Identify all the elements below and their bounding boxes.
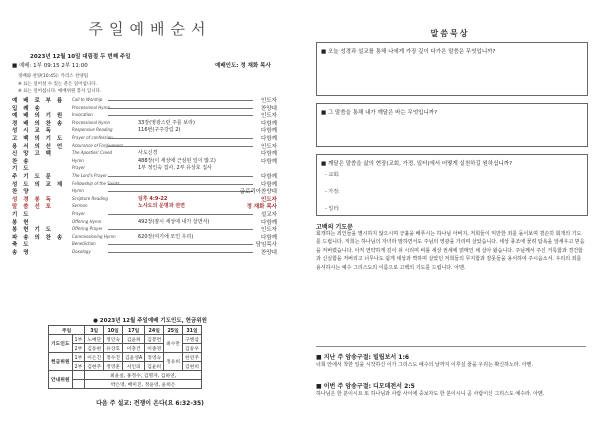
order-item-name: 고 백 의 기 도 — [12, 135, 65, 142]
order-item-leader: 설교자 — [261, 211, 277, 218]
duty-cell: 정영훈 — [104, 362, 123, 371]
duty-cell: 김현희 — [183, 362, 202, 371]
worship-order-list — [12, 96, 277, 255]
order-item-english: Fellowship of the Saints — [72, 180, 120, 186]
order-item-content: 116번(구주강림 2) — [138, 127, 181, 134]
leader-line — [108, 229, 253, 230]
order-row — [12, 195, 277, 203]
duty-cell: 이은진 — [85, 353, 104, 362]
question-box-3[interactable] — [316, 154, 588, 216]
order-item-english: Responsive Reading — [72, 127, 113, 133]
note-praise: 경배와 찬양(10:45): 카리스 찬양팀 — [18, 74, 89, 79]
duty-cell: 정영숙 — [145, 353, 164, 362]
duty-cell: 김윤희 — [145, 362, 164, 371]
order-item-leader: 담임목사 — [255, 242, 277, 249]
order-row — [12, 225, 277, 233]
duty-cell: 김동현 — [85, 344, 104, 353]
order-row — [12, 157, 277, 165]
leader-line — [108, 146, 253, 147]
question-box-2[interactable] — [316, 103, 588, 147]
order-row — [12, 202, 277, 210]
service-leader: 예배인도: 정 재화 목사 — [215, 63, 271, 69]
divider — [316, 346, 586, 347]
order-row — [12, 218, 277, 226]
leader-line — [108, 184, 253, 185]
order-item-leader: 다함께 — [261, 151, 277, 158]
order-item-leader: 찬양대 — [261, 105, 277, 112]
duty-cell: 최수만 — [164, 335, 183, 353]
duty-cell: 노예단 — [85, 335, 104, 344]
page-title: 주일예배순서 — [88, 20, 212, 38]
order-item-name: 성 경 봉 독 — [12, 196, 53, 203]
duty-role: 기도인도 — [49, 335, 73, 353]
order-row — [12, 104, 277, 112]
order-item-name: 봉 헌 기 도 — [12, 227, 53, 234]
order-item-english: Prayer — [72, 165, 85, 171]
duty-row — [49, 380, 202, 389]
duty-title: ● 2023년 12월 주일예배 기도인도, 헌금위원 — [93, 318, 207, 324]
order-item-content: 33장(영광스런 주를 보라) — [138, 119, 195, 126]
order-item-english: Invocation — [72, 112, 93, 118]
order-item-leader: 다함께 — [261, 219, 277, 226]
order-item-leader: 인도자 — [261, 98, 277, 104]
answer-church: - 교회: — [325, 172, 340, 178]
order-item-english: Processional Hymn — [72, 104, 111, 110]
order-item-leader: 다함께 — [261, 128, 277, 135]
duty-cell: 이충건 — [123, 344, 145, 353]
duty-role: 헌금위원 — [49, 353, 73, 371]
question-3: ■ 깨달은 말씀을 삶의 현장(교회, 가정, 일터)에서 어떻게 실천하길 원하십니까? — [321, 161, 513, 167]
order-row — [12, 233, 277, 241]
order-item-english: Offering Hymn — [72, 218, 102, 224]
order-item-name: 신 앙 고 백 — [12, 151, 53, 158]
leader-line — [108, 115, 253, 116]
duty-cell: 최윤실, 홍정수, 김명자, 김하연, — [85, 371, 202, 380]
order-row — [12, 180, 277, 188]
duty-row — [49, 353, 202, 362]
leader-line — [108, 191, 253, 192]
order-item-name: 성 시 교 독 — [12, 128, 53, 135]
duty-header: 10일 — [104, 326, 123, 335]
leader-line — [108, 138, 253, 139]
prayer-title: 고백의 기도문 — [316, 224, 353, 231]
leader-line — [108, 252, 253, 253]
leader-line — [108, 214, 253, 215]
order-row — [12, 119, 277, 127]
duty-header: 17일 — [123, 326, 145, 335]
duty-cell: 2부 — [72, 344, 85, 353]
order-item-content: 488장(이 세상에 근심된 일이 많고) — [138, 157, 216, 164]
order-item-english: Assurance of Forgiveness — [72, 142, 124, 148]
order-item-leader: 다함께 — [261, 120, 277, 127]
order-item-name: 기 도 — [12, 211, 31, 218]
leader-line — [108, 100, 253, 101]
duty-cell: 김윤희 — [123, 335, 145, 344]
order-row — [12, 149, 277, 157]
duty-cell: 박은영, 배미진, 정윤영, 윤희은 — [85, 380, 202, 389]
duty-cell: 정유희 — [164, 353, 183, 371]
order-item-leader: 인도자 — [261, 196, 277, 203]
duty-cell: 김봉련 — [145, 335, 164, 344]
duty-cell — [72, 371, 85, 380]
duty-table — [48, 325, 202, 389]
order-item-content: 딤후 4:9-22 — [138, 195, 168, 202]
order-item-english: Doxology — [72, 248, 91, 254]
order-item-name: 송 영 — [12, 249, 31, 256]
order-row — [12, 187, 277, 195]
duty-cell: 이종영 — [145, 344, 164, 353]
duty-cell: 유상호 — [104, 344, 123, 353]
order-item-name: 용 서 의 선 언 — [12, 143, 65, 150]
order-item-leader: 찬양대 — [261, 249, 277, 256]
order-item-leader: 인도자 — [261, 143, 277, 150]
duty-row — [49, 335, 202, 344]
order-item-content: 1부 정인숙 집사, 2부 유상호 집사 — [138, 165, 212, 172]
order-item-leader: 글로리아찬양대 — [239, 189, 277, 196]
order-item-english: Offering Prayer — [72, 226, 103, 232]
order-item-name: 경 배 의 찬 송 — [12, 120, 65, 127]
service-date: 2023년 12월 10일 대림절 두 번째 주일 — [30, 54, 131, 60]
order-item-english: Benediction — [72, 241, 96, 247]
order-item-name: 입 례 송 — [12, 105, 42, 112]
duty-cell: 서인의 — [123, 362, 145, 371]
order-item-english: Commissioning Hymn — [72, 233, 116, 239]
order-row — [12, 142, 277, 150]
order-item-leader: 다함께 — [261, 181, 277, 188]
memory-verse-last-title: ■ 지난 주 암송구절: 빌립보서 1:6 — [316, 354, 410, 361]
order-item-leader: 다함께 — [261, 173, 277, 180]
memory-verse-last-text: 너희 안에서 착한 일을 시작하신 이가 그리스도 예수의 날까지 이루실 줄을 우리는 확신하노라. 아멘. — [316, 362, 534, 368]
order-item-leader: 다함께 — [261, 135, 277, 142]
next-week-sermon: 다음 주 설교: 전쟁이 온다(요 6:32-35) — [96, 400, 204, 407]
duty-cell: 1부 — [72, 335, 85, 344]
duty-cell — [72, 380, 85, 389]
duty-role: 안내위원 — [49, 371, 73, 389]
order-item-name: 봉 헌 — [12, 219, 31, 226]
order-item-english: Sermon — [72, 203, 88, 209]
order-item-english: Call to Worship — [72, 97, 103, 102]
order-item-english: Hymn — [72, 157, 84, 163]
order-item-english: Prayer — [72, 210, 85, 216]
order-item-english: Prayer of confession — [72, 134, 113, 140]
order-item-name: 주 기 도 문 — [12, 173, 53, 180]
order-item-content: 노사도의 운명과 권면 — [138, 203, 185, 210]
memory-verse-this-title: ■ 이번 주 암송구절: 디모데전서 2:5 — [316, 383, 415, 390]
order-row — [12, 126, 277, 134]
duty-header: 25일 — [164, 326, 183, 335]
service-times: ■ 예배: 1부 09:15 2부 11:00 — [12, 63, 88, 69]
order-item-name: 찬 양 — [12, 189, 31, 196]
order-item-name: 찬 송 — [12, 158, 31, 165]
order-item-english: Processional Hymn — [72, 119, 111, 125]
duty-cell: 정인숙 — [104, 335, 123, 344]
order-row — [12, 134, 277, 142]
order-row — [12, 210, 277, 218]
question-2: ■ 그 말씀을 통해 내가 깨달은 바는 무엇입니까? — [321, 110, 437, 116]
note-volunteer: ※ 표는 일어섭니다. 예배위원 봉사 입니다. — [18, 89, 102, 94]
order-item-leader: 인도자 — [261, 113, 277, 120]
order-item-english: Hymn — [72, 188, 84, 194]
leader-line — [108, 176, 253, 177]
order-item-name: 기 도 — [12, 166, 31, 173]
order-item-name: 성 도 의 교 제 — [12, 181, 65, 188]
duty-cell: 김현주 — [85, 362, 104, 371]
duty-header: 24일 — [145, 326, 164, 335]
order-item-leader: 다함께 — [261, 234, 277, 241]
duty-header: 31일 — [183, 326, 202, 335]
duty-cell: 구병삼 — [183, 335, 202, 344]
order-item-content: 사도신경 — [138, 150, 158, 157]
order-item-name: 파 송 의 찬 송 — [12, 234, 65, 241]
duty-row — [49, 371, 202, 380]
order-item-name: 말 씀 선 포 — [12, 204, 53, 211]
order-item-name: 예 배 의 기 원 — [12, 113, 65, 120]
order-item-leader: 다함께 — [261, 158, 277, 165]
meditation-title: 말씀묵상 — [430, 29, 470, 38]
leader-line — [108, 244, 253, 245]
order-row — [12, 164, 277, 172]
order-row — [12, 240, 277, 248]
order-item-english: Scripture Reading — [72, 195, 108, 201]
duty-cell: 한연주 — [183, 353, 202, 362]
order-item-english: The Apostles' Creed — [72, 150, 113, 156]
duty-header: 주일 — [49, 326, 85, 335]
order-row — [12, 248, 277, 256]
memory-verse-this-text: 하나님은 한 분이시요 또 하나님과 사람 사이에 중보자도 한 분이시니 곧 사람이신 그리스도 예수라. 아멘. — [316, 391, 545, 397]
answer-work: - 일터: — [325, 206, 340, 212]
prayer-text: 회개하는 죄인들을 멸시하지 않으시며 긍휼을 베푸시는 하나님 아버지, 저희들이 익만한 죄를 돌이보며 겸손히 회개의 기도를 드립니다. 저희는 하나님의 자녀라 말하면서도 주님의 영광을 가리며 살았습니다. 세상 풍조에 물려 탐욕을 앞세우고 믿음을 저버렸습니다. 아직 연약하게 깊이 쉬 시리며 비틀 세상 권세에 얽매인 채 살아 왔습니다. 주님께서 주신 거룩함과 경건함과 신실함을 저버리고 너무나도 쉽게 세상과 짝하며 살았던 저희들의 무지함과 잘못들을 용서하여 주시옵소서. 우리의 죄를 용서하시는 예수 그리스도의 이름으로 고백의 기도를 드립니다. 아멘. — [316, 231, 585, 271]
duty-cell: 김윤영A — [123, 353, 145, 362]
duty-header: 3일 — [85, 326, 104, 335]
answer-home: - 가정: — [325, 189, 340, 195]
question-box-1[interactable] — [316, 42, 588, 96]
duty-cell: 2부 — [72, 362, 85, 371]
order-item-content: 492장(잠시 세상에 내가 살면서) — [138, 218, 210, 225]
leader-line — [108, 108, 253, 109]
order-row — [12, 172, 277, 180]
order-item-content: 620장(여기에 모인 우리) — [138, 233, 194, 240]
note-stand: ※ 표는 일어설 수 있는 분은 일어섭니다. — [18, 82, 97, 87]
meditation-panel — [300, 0, 600, 424]
order-row — [12, 111, 277, 119]
question-1: ■ 오늘 성경과 설교를 통해 나에게 가장 깊이 다가온 말씀은 무엇입니까? — [321, 49, 496, 55]
order-item-name: 예 배 로 부 름 — [12, 98, 65, 104]
order-row — [12, 96, 277, 104]
duty-cell: 정수진 — [104, 353, 123, 362]
order-item-leader: 정 재화 목사 — [246, 204, 277, 211]
duty-cell: 1부 — [72, 353, 85, 362]
order-item-leader: 인도자 — [261, 227, 277, 234]
duty-cell: 김송우 — [183, 344, 202, 353]
order-item-english: The Lord's Prayer — [72, 172, 108, 178]
order-item-name: 축 도 — [12, 242, 31, 249]
